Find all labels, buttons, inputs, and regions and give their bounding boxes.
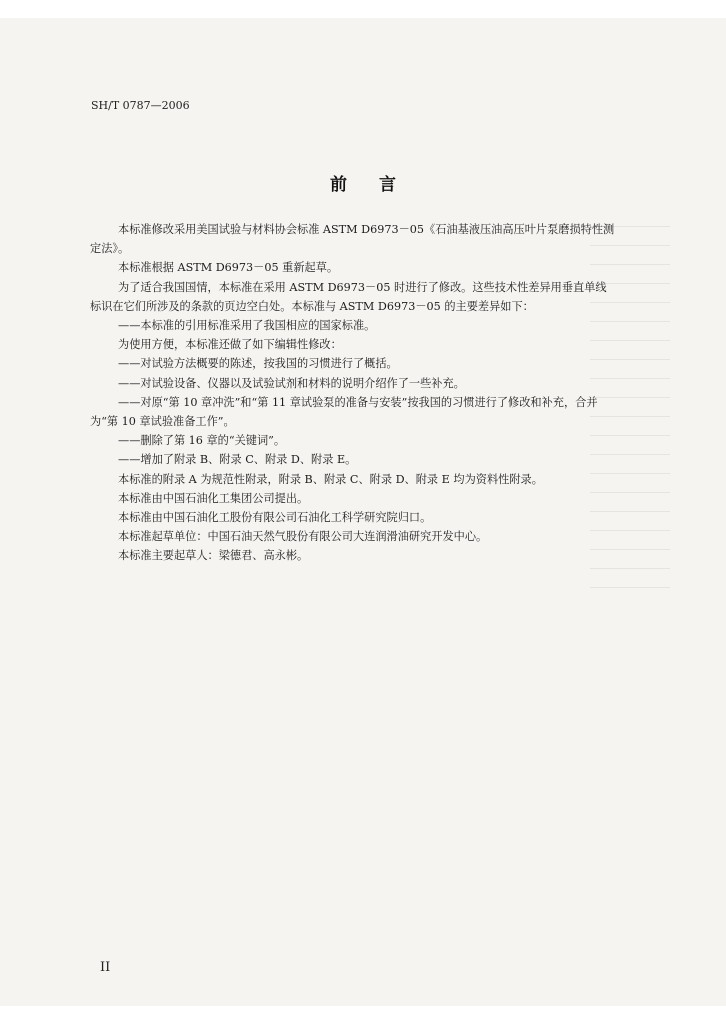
list-item-edit-2: ——对试验设备、仪器以及试验试剂和材料的说明介绍作了一些补充。 xyxy=(118,376,465,390)
list-item-edit-5: ——增加了附录 B、附录 C、附录 D、附录 E。 xyxy=(118,453,357,467)
paragraph-annex: 本标准的附录 A 为规范性附录，附录 B、附录 C、附录 D、附录 E 均为资料性附录。 xyxy=(118,472,543,486)
paragraph-2: 本标准根据 ASTM D6973－05 重新起草。 xyxy=(118,261,339,275)
scan-top-edge xyxy=(0,0,726,18)
paragraph-1: 本标准修改采用美国试验与材料协会标准 ASTM D6973－05《石油基液压油高压叶片泵磨损特性测 xyxy=(118,223,615,236)
page-title: 前言 xyxy=(330,175,428,195)
standard-code: SH/T 0787—2006 xyxy=(91,99,190,112)
paragraph-4: 为使用方便，本标准还做了如下编辑性修改： xyxy=(118,338,342,352)
paragraph-proposer: 本标准由中国石油化工集团公司提出。 xyxy=(118,491,309,505)
preface-body xyxy=(90,220,658,566)
page-number: II xyxy=(100,960,111,975)
list-item-edit-4: ——删除了第 16 章的“关键词”。 xyxy=(118,434,286,448)
paragraph-drafters: 本标准主要起草人：梁德君、高永彬。 xyxy=(118,549,309,563)
paragraph-drafting-unit: 本标准起草单位：中国石油天然气股份有限公司大连润滑油研究开发中心。 xyxy=(118,530,488,544)
list-item-difference-1: ——本标准的引用标准采用了我国相应的国家标准。 xyxy=(118,319,376,333)
list-item-edit-3-cont: 为“第 10 章试验准备工作”。 xyxy=(90,415,235,429)
scan-bottom-edge xyxy=(0,1006,726,1024)
paragraph-centralized: 本标准由中国石油化工股份有限公司石油化工科学研究院归口。 xyxy=(118,511,432,525)
list-item-edit-3: ——对原“第 10 章冲洗”和“第 11 章试验泵的准备与安装”按我国的习惯进行了修改和补充，合并 xyxy=(118,395,598,409)
paragraph-1-cont: 定法》。 xyxy=(90,242,130,256)
paragraph-3: 为了适合我国国情，本标准在采用 ASTM D6973－05 时进行了修改。这些技术性差异用垂直单线 xyxy=(118,280,607,294)
paragraph-3-cont: 标识在它们所涉及的条款的页边空白处。本标准与 ASTM D6973－05 的主要差异如下： xyxy=(90,299,534,313)
list-item-edit-1: ——对试验方法概要的陈述，按我国的习惯进行了概括。 xyxy=(118,357,398,371)
